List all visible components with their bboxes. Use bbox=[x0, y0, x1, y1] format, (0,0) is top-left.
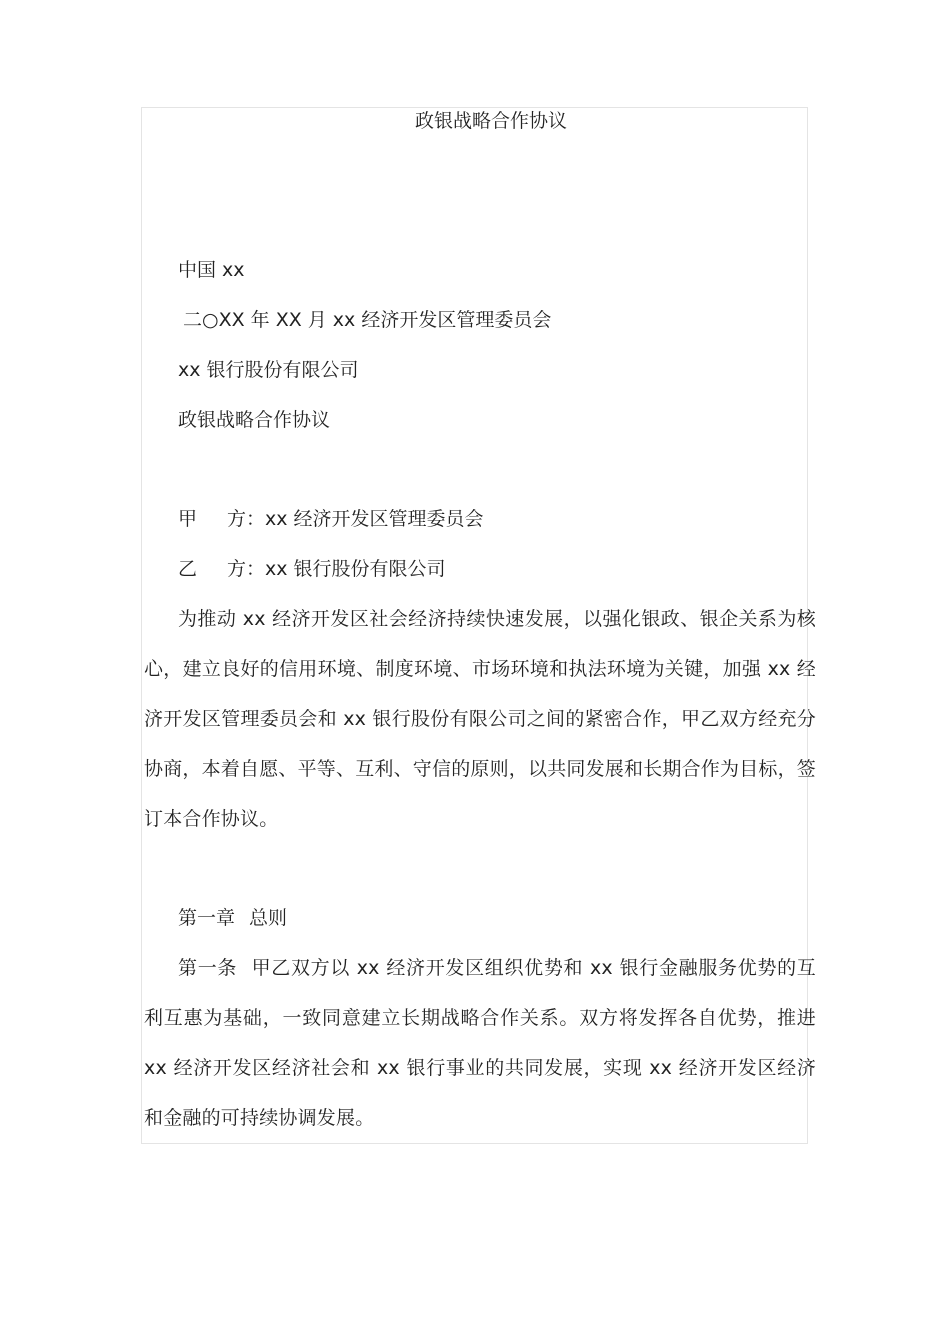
document-title: 政银战略合作协议 bbox=[414, 110, 567, 132]
party-b-value: xx 银行股份有限公司 bbox=[265, 558, 446, 580]
party-b-label-1: 乙 bbox=[178, 558, 198, 580]
party-a-line bbox=[178, 506, 484, 532]
cover-line-1: 中国 xx bbox=[178, 259, 245, 281]
cover-line-4: 政银战略合作协议 bbox=[178, 409, 331, 431]
chapter-heading bbox=[178, 905, 287, 931]
chapter-number: 第一章 bbox=[178, 907, 236, 929]
party-a-label-1: 甲 bbox=[178, 508, 198, 530]
cover-line-2: 二○XX 年 XX 月 xx 经济开发区管理委员会 bbox=[183, 309, 552, 331]
article-1-text: 甲乙双方以 xx 经济开发区组织优势和 xx 银行金融服务优势的互利互惠为基础，一致同意建立长期战略合作关系。双方将发挥各自优势，推进 xx 经济开发区经济社会和 xx 银行事业的共同发展，实现 xx 经济开发区经济和金融的可持续协调发展。 bbox=[144, 957, 816, 1129]
party-a-value: xx 经济开发区管理委员会 bbox=[265, 508, 484, 530]
chapter-title: 总则 bbox=[249, 907, 288, 929]
party-b-line bbox=[178, 556, 446, 582]
article-1-paragraph bbox=[144, 943, 816, 1143]
cover-line-3: xx 银行股份有限公司 bbox=[178, 359, 359, 381]
article-1-number: 第一条 bbox=[178, 957, 238, 979]
party-a-label-2: 方： bbox=[227, 508, 266, 530]
party-b-label-2: 方： bbox=[227, 558, 266, 580]
preamble-paragraph: 为推动 xx 经济开发区社会经济持续快速发展，以强化银政、银企关系为核心，建立良好的信用环境、制度环境、市场环境和执法环境为关键，加强 xx 经济开发区管理委员会和 xx 银行股份有限公司之间的紧密合作，甲乙双方经充分协商，本着自愿、平等、互利、守信的原则，以共同发展和长期合作为目标，签订本合作协议。 bbox=[144, 608, 817, 830]
